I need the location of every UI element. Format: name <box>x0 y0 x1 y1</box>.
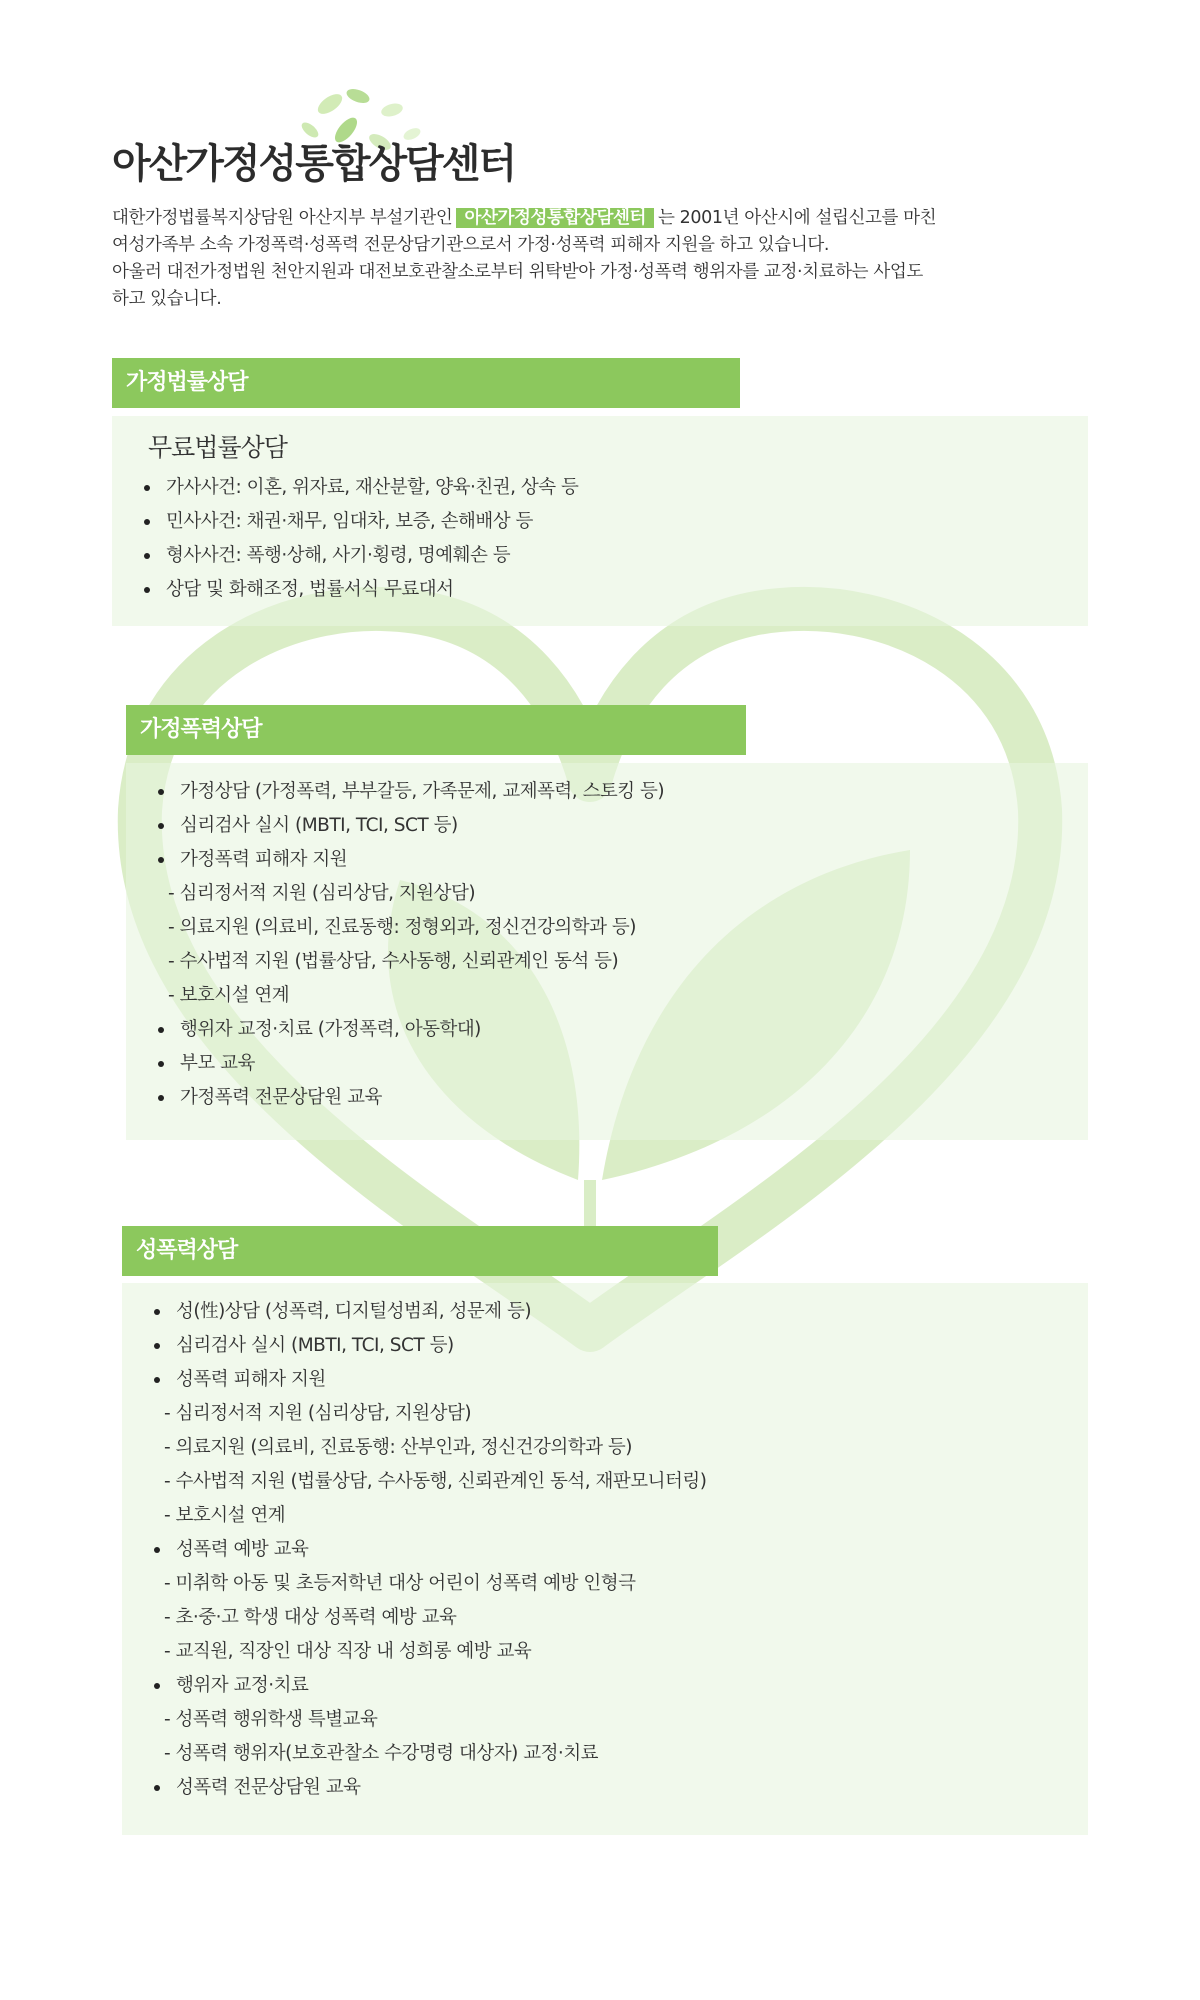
section-heading-family-law: 가정법률상담 <box>112 358 740 408</box>
list-item: 성폭력 전문상담원 교육 <box>122 1771 1088 1805</box>
intro-paragraph <box>112 205 1032 313</box>
sub-list-item: - 보호시설 연계 <box>168 985 290 1006</box>
list-item: 가사사건: 이혼, 위자료, 재산분할, 양육·친권, 상속 등 <box>112 471 1088 505</box>
intro-line-1 <box>112 205 1032 232</box>
section-heading-sexual-violence: 성폭력상담 <box>122 1226 718 1276</box>
list-item: 성폭력 피해자 지원 <box>122 1363 1088 1397</box>
list-item: 행위자 교정·치료 (가정폭력, 아동학대) <box>126 1013 1088 1047</box>
intro-line-3: 아울러 대전가정법원 천안지원과 대전보호관찰소로부터 위탁받아 가정·성폭력 행위자를 교정·치료하는 사업도 <box>112 262 923 282</box>
section-box-family-law <box>112 416 1088 626</box>
sub-list-item: - 성폭력 행위자(보호관찰소 수강명령 대상자) 교정·치료 <box>164 1743 599 1764</box>
list-item: 부모 교육 <box>126 1047 1088 1081</box>
center-name-highlight: 아산가정성통합상담센터 <box>456 208 654 228</box>
intro-line-1-tail: 는 2001년 아산시에 설립신고를 마친 <box>658 208 937 228</box>
list-item: 상담 및 화해조정, 법률서식 무료대서 <box>112 573 1088 607</box>
list-item: 가정폭력 피해자 지원 <box>126 843 1088 877</box>
intro-line-1-text: 대한가정법률복지상담원 아산지부 부설기관인 <box>112 208 453 228</box>
intro-line-2: 여성가족부 소속 가정폭력·성폭력 전문상담기관으로서 가정·성폭력 피해자 지원을 하고 있습니다. <box>112 235 829 255</box>
section-box-domestic-violence <box>126 763 1088 1140</box>
intro-line-4: 하고 있습니다. <box>112 289 222 309</box>
list-item: 심리검사 실시 (MBTI, TCI, SCT 등) <box>126 809 1088 843</box>
list-item: 행위자 교정·치료 <box>122 1669 1088 1703</box>
sub-list-item: - 수사법적 지원 (법률상담, 수사동행, 신뢰관계인 동석, 재판모니터링) <box>164 1471 707 1492</box>
list-item: 성(性)상담 (성폭력, 디지털성범죄, 성문제 등) <box>122 1295 1088 1329</box>
subheading-free-legal: 무료법률상담 <box>148 433 287 462</box>
item-list-sexual-violence <box>122 1295 1088 1805</box>
sub-list-item: - 의료지원 (의료비, 진료동행: 산부인과, 정신건강의학과 등) <box>164 1437 632 1458</box>
sub-list-item: - 보호시설 연계 <box>164 1505 286 1526</box>
list-item: 가정폭력 전문상담원 교육 <box>126 1081 1088 1115</box>
list-item: 성폭력 예방 교육 <box>122 1533 1088 1567</box>
item-list-family-law <box>112 471 1088 607</box>
section-box-sexual-violence <box>122 1283 1088 1835</box>
list-item: 심리검사 실시 (MBTI, TCI, SCT 등) <box>122 1329 1088 1363</box>
list-item: 가정상담 (가정폭력, 부부갈등, 가족문제, 교제폭력, 스토킹 등) <box>126 775 1088 809</box>
page-title: 아산가정성통합상담센터 <box>112 141 516 187</box>
section-heading-domestic-violence: 가정폭력상담 <box>126 705 746 755</box>
item-list-domestic-violence <box>126 775 1088 1115</box>
sub-list-item: - 초·중·고 학생 대상 성폭력 예방 교육 <box>164 1607 457 1628</box>
sub-list-item: - 성폭력 행위학생 특별교육 <box>164 1709 378 1730</box>
sub-list-item: - 심리정서적 지원 (심리상담, 지원상담) <box>168 883 476 904</box>
sub-list-item: - 수사법적 지원 (법률상담, 수사동행, 신뢰관계인 동석 등) <box>168 951 619 972</box>
sub-list-item: - 미취학 아동 및 초등저학년 대상 어린이 성폭력 예방 인형극 <box>164 1573 636 1594</box>
list-item: 형사사건: 폭행·상해, 사기·횡령, 명예훼손 등 <box>112 539 1088 573</box>
sub-list-item: - 심리정서적 지원 (심리상담, 지원상담) <box>164 1403 472 1424</box>
list-item: 민사사건: 채권·채무, 임대차, 보증, 손해배상 등 <box>112 505 1088 539</box>
sub-list-item: - 교직원, 직장인 대상 직장 내 성희롱 예방 교육 <box>164 1641 532 1662</box>
sub-list-item: - 의료지원 (의료비, 진료동행: 정형외과, 정신건강의학과 등) <box>168 917 636 938</box>
